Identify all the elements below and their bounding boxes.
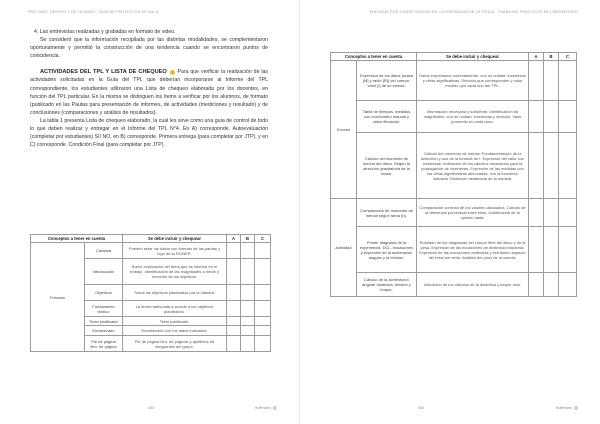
col-header-c: C	[255, 235, 271, 243]
col-header-a: A	[227, 235, 241, 243]
check-cell: Información necesaria y suficiente. Identificación de magnitudes, con su unidad, incertezas y símbolo. Valor promedio en cada caso.	[417, 101, 529, 133]
checkbox-a[interactable]	[529, 101, 544, 133]
col-header-a: A	[529, 53, 544, 61]
checkbox-a[interactable]	[529, 273, 544, 297]
checklist-table-right	[330, 52, 577, 297]
check-cell: Comparación correcta de los valores calculados. Cálculo de la diferencia porcentual entre ellos. Justificación de la opinión dada.	[417, 199, 529, 227]
right-running-head: ENFOQUE POR COMPETENCIAS EN LA ENSEÑANZA DE LA FÍSICA · TRABAJOS PRÁCTICOS DE LABORATORIO	[369, 10, 578, 14]
checkbox-b[interactable]	[241, 326, 255, 336]
check-cell: La teoría adecuada a acorde a los objetivos planteados.	[123, 301, 227, 317]
concept-cell: Fundamento teórico	[85, 301, 123, 317]
check-cell: Todos los objetivos planteados por la cátedra.	[123, 285, 227, 301]
left-footer-label: Hoffmann	[254, 406, 271, 410]
checkbox-c[interactable]	[255, 336, 271, 352]
paragraph-2	[30, 68, 268, 117]
checkbox-a[interactable]	[227, 259, 241, 285]
group-label-formato: Formato	[31, 243, 85, 352]
table-row	[331, 61, 577, 101]
concept-cell: Comparación de momento de inercia según rama (b).	[357, 199, 417, 227]
paragraph-1: Se consideró que la información recopilada por las distintas modalidades, se complementaron oportunamente y permitió la construcción de una tendencia cuando se encontraron puntos de coincidencia.	[30, 37, 268, 60]
checkbox-a[interactable]	[529, 199, 544, 227]
table-row	[331, 273, 577, 297]
checkbox-b[interactable]	[241, 259, 255, 285]
check-cell: Rotulado de los diagramas del cuerpo libre del disco y de la pesa. Expresión de las ecuaciones de dinámica rotacional. Expresión de las ecuaciones obtenidas y resultado respecto del resto del texto. Análisis del peso de la cuerda.	[417, 227, 529, 273]
right-footer-brand	[556, 406, 578, 410]
table-row	[331, 133, 577, 199]
right-page-number: 401	[418, 406, 425, 410]
check-cell: Breve explicación del tema que se informa en el trabajo. Identificación de las magnitudes a medir y mención de los objetivos.	[123, 259, 227, 285]
left-page-number: 400	[148, 406, 155, 410]
checkbox-a[interactable]	[227, 285, 241, 301]
check-cell: Pie de página Nro. de páginas y apellidos de integrantes del grupo.	[123, 336, 227, 352]
footer-logo-icon	[574, 406, 578, 410]
checkbox-a[interactable]	[227, 336, 241, 352]
table-row	[331, 101, 577, 133]
col-header-check: Se debe incluir y chequear	[123, 235, 227, 243]
left-footer-brand	[255, 406, 277, 410]
group-label-errores: Errores	[331, 61, 357, 199]
checkbox-c[interactable]	[255, 285, 271, 301]
checkbox-a[interactable]	[227, 317, 241, 326]
col-header-concepts: Conceptos a tener en cuenta	[31, 235, 123, 243]
table-row	[331, 227, 577, 273]
checkbox-b[interactable]	[241, 301, 255, 317]
checkbox-b[interactable]	[544, 227, 559, 273]
concept-cell: Cálculo de la aceleración angular dinámica, tensión y torque.	[357, 273, 417, 297]
right-footer-label: Hoffmann	[555, 406, 572, 410]
checkbox-b[interactable]	[544, 199, 559, 227]
checkbox-c[interactable]	[255, 243, 271, 259]
checkbox-a[interactable]	[529, 61, 544, 101]
checkbox-c[interactable]	[559, 61, 577, 101]
list-item-4: 4. Las entrevistas realizadas y grabadas en formato de video.	[34, 29, 176, 35]
checkbox-c[interactable]	[559, 273, 577, 297]
checkbox-b[interactable]	[241, 336, 255, 352]
concept-cell: Texto justificado	[85, 317, 123, 326]
concept-cell: Pie de página Nro. de página	[85, 336, 123, 352]
checkbox-c[interactable]	[559, 227, 577, 273]
checkbox-c[interactable]	[255, 326, 271, 336]
group-label-actividad: Actividad	[331, 199, 357, 297]
checkbox-c[interactable]	[559, 199, 577, 227]
col-header-b: B	[544, 53, 559, 61]
section-heading: ACTIVIDADES DEL TPL Y LISTA DE CHEQUEO	[40, 69, 167, 76]
left-running-head: PRÓ XIMO, DENTRO Y DE LA MANO · GUÍA DE PROYECTOS DE AULA	[28, 10, 159, 14]
checkbox-c[interactable]	[255, 301, 271, 317]
concept-cell: Expresión de los datos (masa [M] y radio [R]) del cuerpo, valor [I] de su inercia.	[357, 61, 417, 101]
check-cell: Encabezado con los datos indicados.	[123, 326, 227, 336]
table-row	[331, 199, 577, 227]
left-body-text	[30, 28, 268, 149]
checkbox-c[interactable]	[559, 101, 577, 133]
checkbox-b[interactable]	[241, 285, 255, 301]
concept-cell: Objetivos	[85, 285, 123, 301]
paragraph-2-text: Para que verificar la realización de las actividades solicitadas en la Guía del TPL que deberían incorporarse al Informe del TPL correspondiente, los estudiantes utilizaron una Lista de chequeo elaborada por los docentes, en función del TPL particular. En la misma se distinguen los ítems a verificar por los alumnos, de formato (publicado en las Pautas para presentación de informes, de actividades (mediciones y resultado) y de conclusiones (comparaciones y análisis de resultados).	[30, 69, 268, 116]
checkbox-b[interactable]	[241, 317, 255, 326]
table-header-row	[31, 235, 271, 243]
checkbox-b[interactable]	[544, 101, 559, 133]
checkbox-a[interactable]	[227, 326, 241, 336]
checkbox-c[interactable]	[255, 259, 271, 285]
concept-cell: Tabla de tiempos, medidos con cronómetro manual y video filmación.	[357, 101, 417, 133]
concept-cell: Encabezado	[85, 326, 123, 336]
checkbox-a[interactable]	[227, 301, 241, 317]
col-header-concepts: Conceptos a tener en cuenta	[331, 53, 417, 61]
right-page	[300, 0, 600, 424]
table-row	[31, 243, 271, 259]
footer-logo-icon	[273, 406, 277, 410]
checkbox-c[interactable]	[559, 133, 577, 199]
checkbox-a[interactable]	[529, 133, 544, 199]
check-cell: Cálculo del momento de inercia. Fundamentación de la selección y uso de la fórmula de I. Expresión del valor con incertezas. Indicación de los cálculos necesarios para la propagación de incertezas. Expresión de las medidas con las cifras significativas adecuadas, con la incerteza indicada. Distinción destacada de la medida.	[417, 133, 529, 199]
paragraph-3: La tabla 1 presenta Lista de chequeo elaborado, la cual les sirve como una guía de control de todo lo que deben realizar y entregar en el Informe del TPL N°4. En A) corresponde. Autoevaluación (completar por estudiantes) SI/ NO, en B) corresponde. Primera entrega (para completar por JTP), y en C) corresponde. Condición Final (para completar por JTP).	[30, 117, 268, 149]
col-header-b: B	[241, 235, 255, 243]
concept-cell: Cálculo del momento de inercia del disco. Según la dirección gravitatoria de la masa.	[357, 133, 417, 199]
bullet-dot-icon	[170, 70, 175, 75]
checkbox-b[interactable]	[544, 273, 559, 297]
concept-cell: Primer diagrama de la experiencia. DCL, ecuaciones y expresión de la aceleración angular y la tensión.	[357, 227, 417, 273]
concept-cell: Carátula	[85, 243, 123, 259]
check-cell: Indicación de los cálculos de la dinámica y torque nulo.	[417, 273, 529, 297]
checkbox-b[interactable]	[544, 133, 559, 199]
checkbox-b[interactable]	[241, 243, 255, 259]
checklist-table-left	[30, 234, 271, 352]
check-cell: Pueden estar los datos con formato de las pautas y logo de la FIUNER.	[123, 243, 227, 259]
check-cell: Texto justificado.	[123, 317, 227, 326]
checkbox-c[interactable]	[255, 317, 271, 326]
table-header-row	[331, 53, 577, 61]
check-cell: Datos expresados correctamente, con su unidad, incertezas y cifras significativas. Símbolo que corresponden y valor medido que cada uno del TPL.	[417, 61, 529, 101]
concept-cell: Introducción	[85, 259, 123, 285]
checkbox-a[interactable]	[227, 243, 241, 259]
col-header-c: C	[559, 53, 577, 61]
checkbox-b[interactable]	[544, 61, 559, 101]
checkbox-a[interactable]	[529, 227, 544, 273]
col-header-check: Se debe incluir y chequear	[417, 53, 529, 61]
